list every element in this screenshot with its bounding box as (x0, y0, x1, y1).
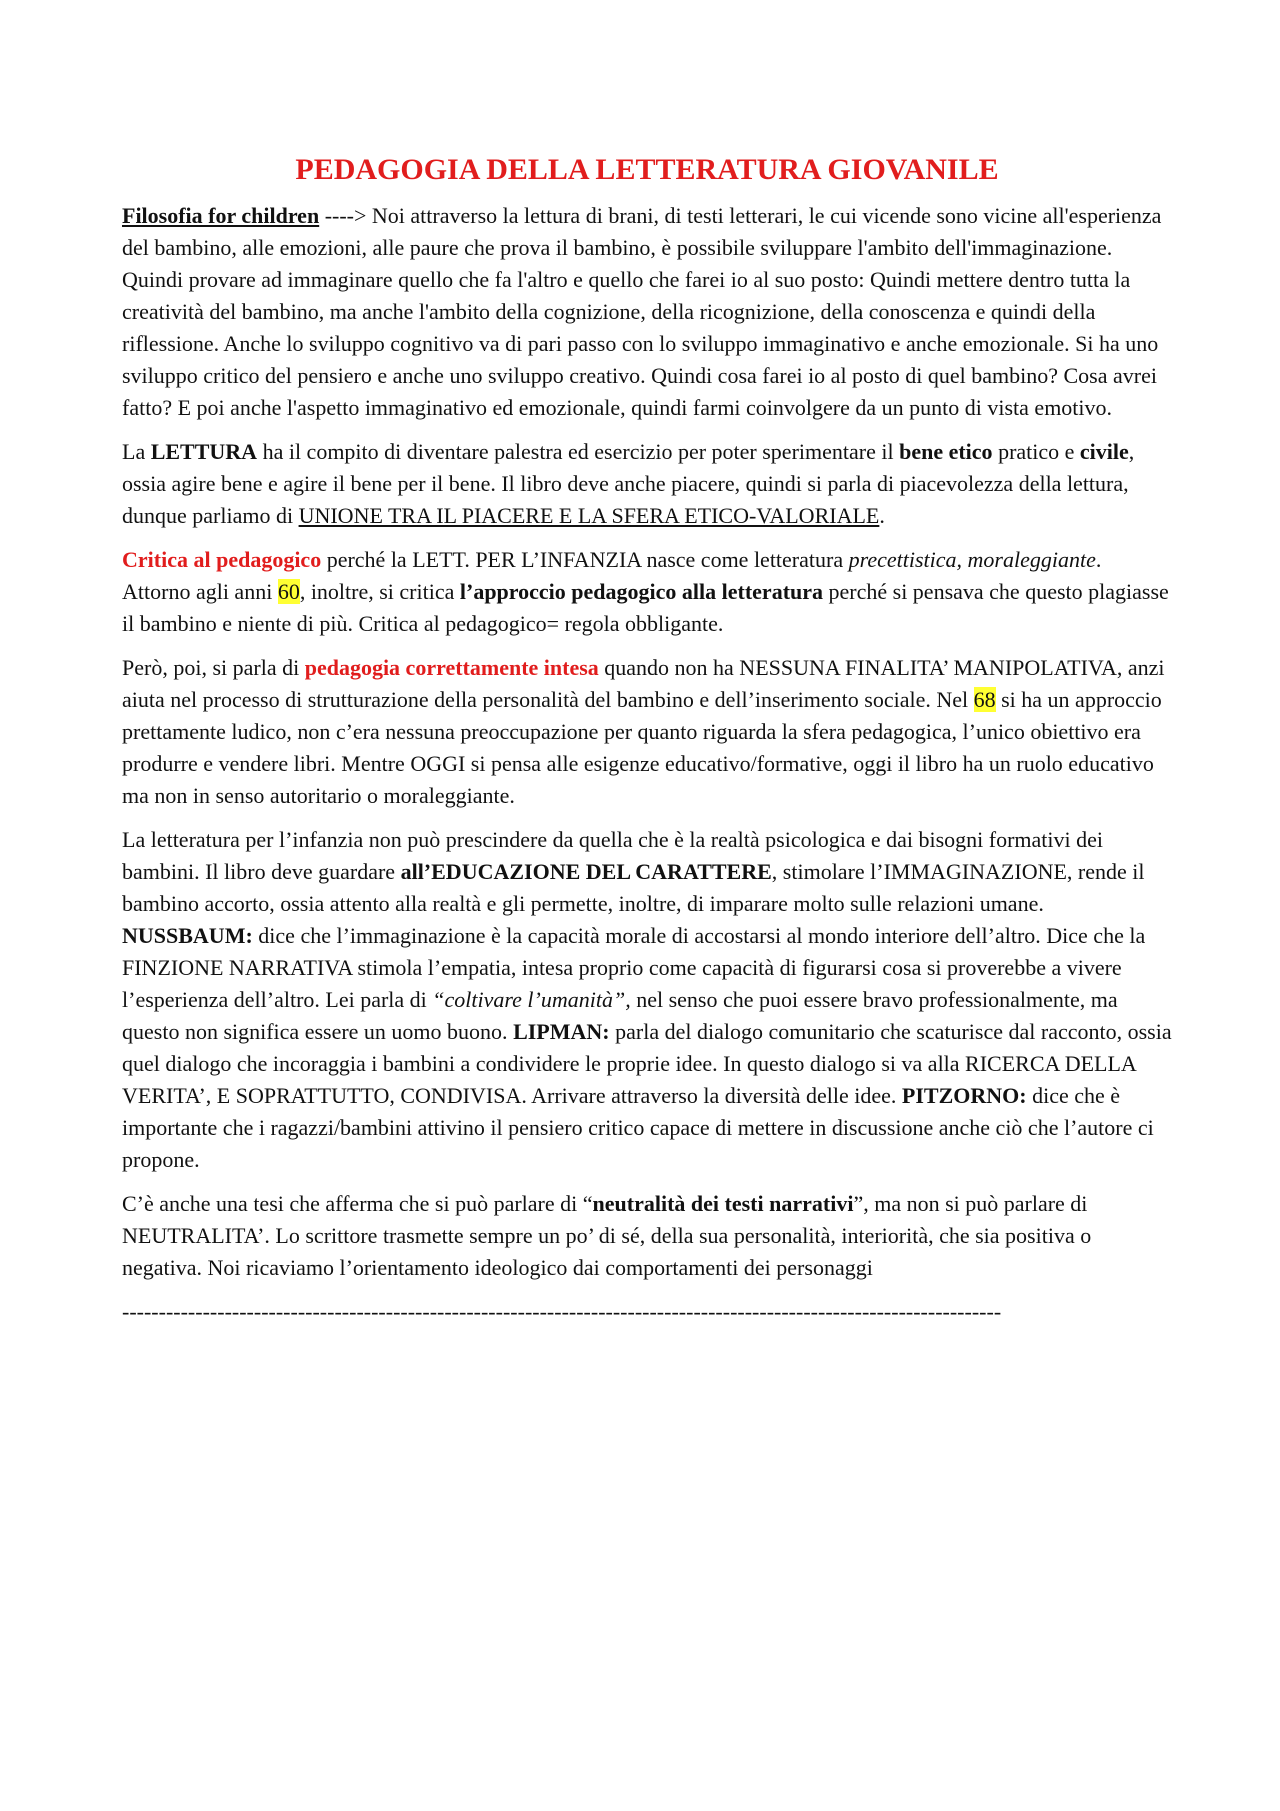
text-run: dice che è importante che i ragazzi/bambini attivino il pensiero critico capace di mettere in discussione anche ciò che l’autore ci propone. (122, 1083, 1154, 1172)
text-run: La letteratura per l’infanzia non può prescindere da quella che è la realtà psicologica e dai bisogni formativi dei bambini. Il libro deve guardare (122, 827, 1104, 884)
bold-text: PITZORNO: (901, 1083, 1027, 1108)
red-heading-text: Critica al pedagogico (122, 547, 322, 572)
text-run: ha il compito di diventare palestra ed esercizio per poter sperimentare il (257, 439, 900, 464)
text-run: , ossia agire bene e agire il bene per il bene. Il libro deve anche piacere, quindi si parla di piacevolezza della lettura, dunque parliamo di (122, 439, 1135, 528)
text-run: ”, ma non si può parlare di NEUTRALITA’. Lo scrittore trasmette sempre un po’ di sé, della sua personalità, interiorità, che sia positiva o negativa. Noi ricaviamo l’orientamento ideologico dai comportamenti dei personaggi (122, 1191, 1092, 1280)
text-run: Però, poi, si parla di (122, 655, 305, 680)
text-run: . Attorno agli anni (122, 547, 1102, 604)
red-heading-text: pedagogia correttamente intesa (304, 655, 599, 680)
bold-text: neutralità dei testi narrativi (592, 1191, 854, 1216)
bold-text: bene etico (899, 439, 993, 464)
highlighted-text: 60 (277, 579, 300, 604)
text-run: dice che l’immaginazione è la capacità morale di accostarsi al mondo interiore dell’altro. Dice che la FINZIONE NARRATIVA stimola l’empatia, intesa proprio come capacità di figurarsi cosa si proverebbe a vivere l’esperienza dell’altro. Lei parla di (122, 923, 1146, 1012)
text-run: . (879, 503, 885, 528)
paragraph-text: ----> Noi attraverso la lettura di brani, di testi letterari, le cui vicende sono vicine all'esperienza del bambino, alle emozioni, alle paure che prova il bambino, è possibile sviluppare l'ambito dell'immaginazione. Quindi provare ad immaginare quello che fa l'altro e quello che farei io al suo posto: Quindi mettere dentro tutta la creatività del bambino, ma anche l'ambito della cognizione, della ricognizione, della conoscenza e quindi della riflessione. Anche lo sviluppo cognitivo va di pari passo con lo sviluppo immaginativo e anche emozionale. Si ha uno sviluppo critico del pensiero e anche uno sviluppo creativo. Quindi cosa farei io al posto di quel bambino? Cosa avrei fatto? E poi anche l'aspetto immaginativo ed emozionale, quindi farmi coinvolgere da un punto di vista emotivo. (122, 203, 1162, 420)
text-run: quando non ha NESSUNA FINALITA’ MANIPOLATIVA, anzi aiuta nel processo di strutturazione della personalità del bambino e dell’inserimento sociale. Nel (122, 655, 1165, 712)
text-run: nel senso che puoi essere bravo professionalmente, ma questo non significa essere un uomo buono. (122, 987, 1118, 1044)
paragraph-pedagogia-correttamente-intesa (122, 652, 1172, 812)
text-run: , stimolare l’IMMAGINAZIONE, rende il bambino accorto, ossia attento alla realtà e gli permette, inoltre, di imparare molto sulle relazioni umane. (122, 859, 1145, 916)
text-run: perché la LETT. PER L’INFANZIA nasce come letteratura (321, 547, 849, 572)
paragraph-label: Filosofia for children (122, 203, 320, 228)
highlighted-text: 68 (973, 687, 996, 712)
dashed-divider: ------------------------------------------------------------------------------------------------------------------------ (122, 1299, 1002, 1324)
document-page (122, 150, 1172, 1328)
paragraph-critica-al-pedagogico (122, 544, 1172, 640)
bold-text: civile (1079, 439, 1129, 464)
text-run: , inoltre, si critica (299, 579, 460, 604)
bold-text: all’EDUCAZIONE DEL CARATTERE (400, 859, 772, 884)
bold-text: LIPMAN: (513, 1019, 610, 1044)
paragraph-filosofia-for-children (122, 200, 1172, 424)
text-run: perché si pensava che questo plagiasse il bambino e niente di più. Critica al pedagogico= regola obbligante. (122, 579, 1169, 636)
text-run: C’è anche una tesi che afferma che si può parlare di “ (122, 1191, 593, 1216)
text-run: si ha un approccio prettamente ludico, non c’era nessuna preoccupazione per quanto riguarda la sfera pedagogica, l’unico obiettivo era produrre e vendere libri. Mentre OGGI si pensa alle esigenze educativo/formative, oggi il libro ha un ruolo educativo ma non in senso autoritario o moraleggiante. (122, 687, 1162, 808)
paragraph-letteratura-infanzia (122, 824, 1172, 1176)
italic-text: precettistica, moraleggiante (848, 547, 1096, 572)
italic-text: “coltivare l’umanità”, (432, 987, 631, 1012)
text-run: parla del dialogo comunitario che scaturisce dal racconto, ossia quel dialogo che incoraggia i bambini a condividere le proprie idee. In questo dialogo si va alla RICERCA DELLA VERITA’, E SOPRATTUTTO, CONDIVISA. Arrivare attraverso la diversità delle idee. (122, 1019, 1172, 1108)
paragraph-neutralita (122, 1188, 1172, 1284)
bold-text: l’approccio pedagogico alla letteratura (459, 579, 824, 604)
underlined-text: UNIONE TRA IL PIACERE E LA SFERA ETICO-VALORIALE (298, 503, 880, 528)
text-run: pratico e (992, 439, 1080, 464)
text-run: La (122, 439, 151, 464)
bold-text: NUSSBAUM: (122, 923, 253, 948)
bold-text: LETTURA (150, 439, 258, 464)
paragraph-lettura (122, 436, 1172, 532)
document-title: PEDAGOGIA DELLA LETTERATURA GIOVANILE (295, 153, 999, 186)
